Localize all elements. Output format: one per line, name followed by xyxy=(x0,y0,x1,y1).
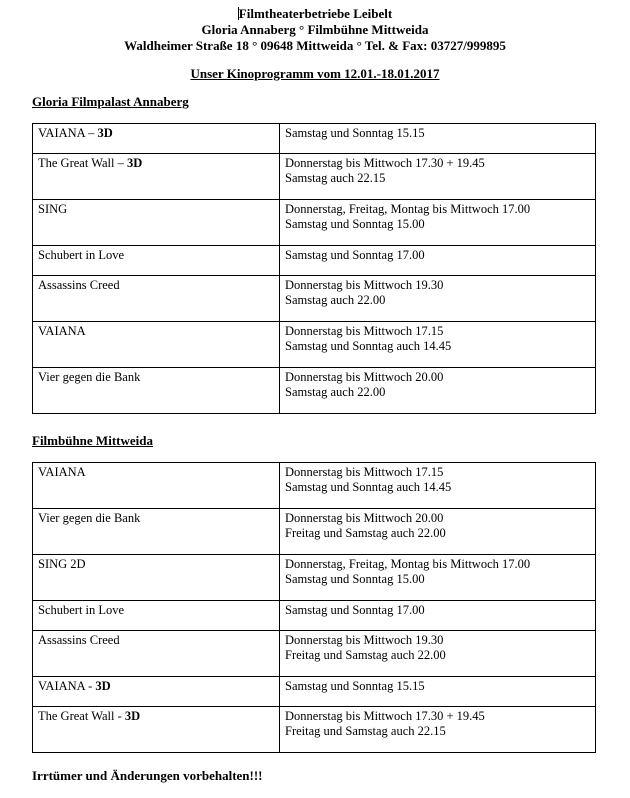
showtimes-cell: Samstag und Sonntag 15.15 xyxy=(280,124,596,154)
film-title-cell: The Great Wall - 3D xyxy=(33,707,280,753)
film-title-cell: VAIANA - 3D xyxy=(33,677,280,707)
showtimes-cell: Donnerstag bis Mittwoch 19.30 Freitag und Samstag auch 22.00 xyxy=(280,631,596,677)
showtimes-cell: Donnerstag bis Mittwoch 20.00 Freitag und Samstag auch 22.00 xyxy=(280,509,596,555)
header-line-1: Filmtheaterbetriebe Leibelt xyxy=(238,6,393,21)
table-row xyxy=(33,200,596,246)
showtimes-cell: Donnerstag bis Mittwoch 17.30 + 19.45 Samstag auch 22.15 xyxy=(280,154,596,200)
disclaimer-footer: Irrtümer und Änderungen vorbehalten!!! xyxy=(32,768,263,783)
table-row xyxy=(33,509,596,555)
showtimes-cell: Donnerstag bis Mittwoch 17.15 Samstag und Sonntag auch 14.45 xyxy=(280,322,596,368)
film-title-cell: Assassins Creed xyxy=(33,631,280,677)
showtimes-cell: Donnerstag, Freitag, Montag bis Mittwoch 17.00 Samstag und Sonntag 15.00 xyxy=(280,200,596,246)
section-title-mittweida: Filmbühne Mittweida xyxy=(32,433,153,448)
showtimes-cell: Donnerstag bis Mittwoch 17.30 + 19.45 Freitag und Samstag auch 22.15 xyxy=(280,707,596,753)
table-row xyxy=(33,555,596,601)
showtimes-cell: Donnerstag, Freitag, Montag bis Mittwoch 17.00 Samstag und Sonntag 15.00 xyxy=(280,555,596,601)
film-title-cell: The Great Wall – 3D xyxy=(33,154,280,200)
section-title-annaberg: Gloria Filmpalast Annaberg xyxy=(32,94,189,109)
showtimes-cell: Donnerstag bis Mittwoch 20.00 Samstag auch 22.00 xyxy=(280,368,596,414)
film-title-cell: VAIANA xyxy=(33,322,280,368)
table-row xyxy=(33,463,596,509)
table-row xyxy=(33,246,596,276)
showtimes-cell: Samstag und Sonntag 17.00 xyxy=(280,246,596,276)
table-row xyxy=(33,322,596,368)
table-row xyxy=(33,154,596,200)
program-table-mittweida xyxy=(32,462,596,753)
program-title: Unser Kinoprogramm vom 12.01.-18.01.2017 xyxy=(190,66,440,81)
film-title-cell: Schubert in Love xyxy=(33,246,280,276)
film-title-cell: Vier gegen die Bank xyxy=(33,509,280,555)
table-row xyxy=(33,707,596,753)
program-table-annaberg xyxy=(32,123,596,414)
showtimes-cell: Donnerstag bis Mittwoch 19.30 Samstag auch 22.00 xyxy=(280,276,596,322)
header-line-2: Gloria Annaberg ° Filmbühne Mittweida xyxy=(201,22,429,37)
document-header xyxy=(0,6,630,54)
film-title-cell: VAIANA xyxy=(33,463,280,509)
table-row xyxy=(33,276,596,322)
table-row xyxy=(33,677,596,707)
showtimes-cell: Donnerstag bis Mittwoch 17.15 Samstag und Sonntag auch 14.45 xyxy=(280,463,596,509)
table-row xyxy=(33,601,596,631)
film-title-cell: Vier gegen die Bank xyxy=(33,368,280,414)
showtimes-cell: Samstag und Sonntag 17.00 xyxy=(280,601,596,631)
film-title-cell: Schubert in Love xyxy=(33,601,280,631)
film-title-cell: SING xyxy=(33,200,280,246)
showtimes-cell: Samstag und Sonntag 15.15 xyxy=(280,677,596,707)
table-row xyxy=(33,124,596,154)
film-title-cell: VAIANA – 3D xyxy=(33,124,280,154)
table-row xyxy=(33,368,596,414)
header-line-3: Waldheimer Straße 18 ° 09648 Mittweida ° Tel. & Fax: 03727/999895 xyxy=(124,38,506,53)
film-title-cell: SING 2D xyxy=(33,555,280,601)
table-row xyxy=(33,631,596,677)
film-title-cell: Assassins Creed xyxy=(33,276,280,322)
